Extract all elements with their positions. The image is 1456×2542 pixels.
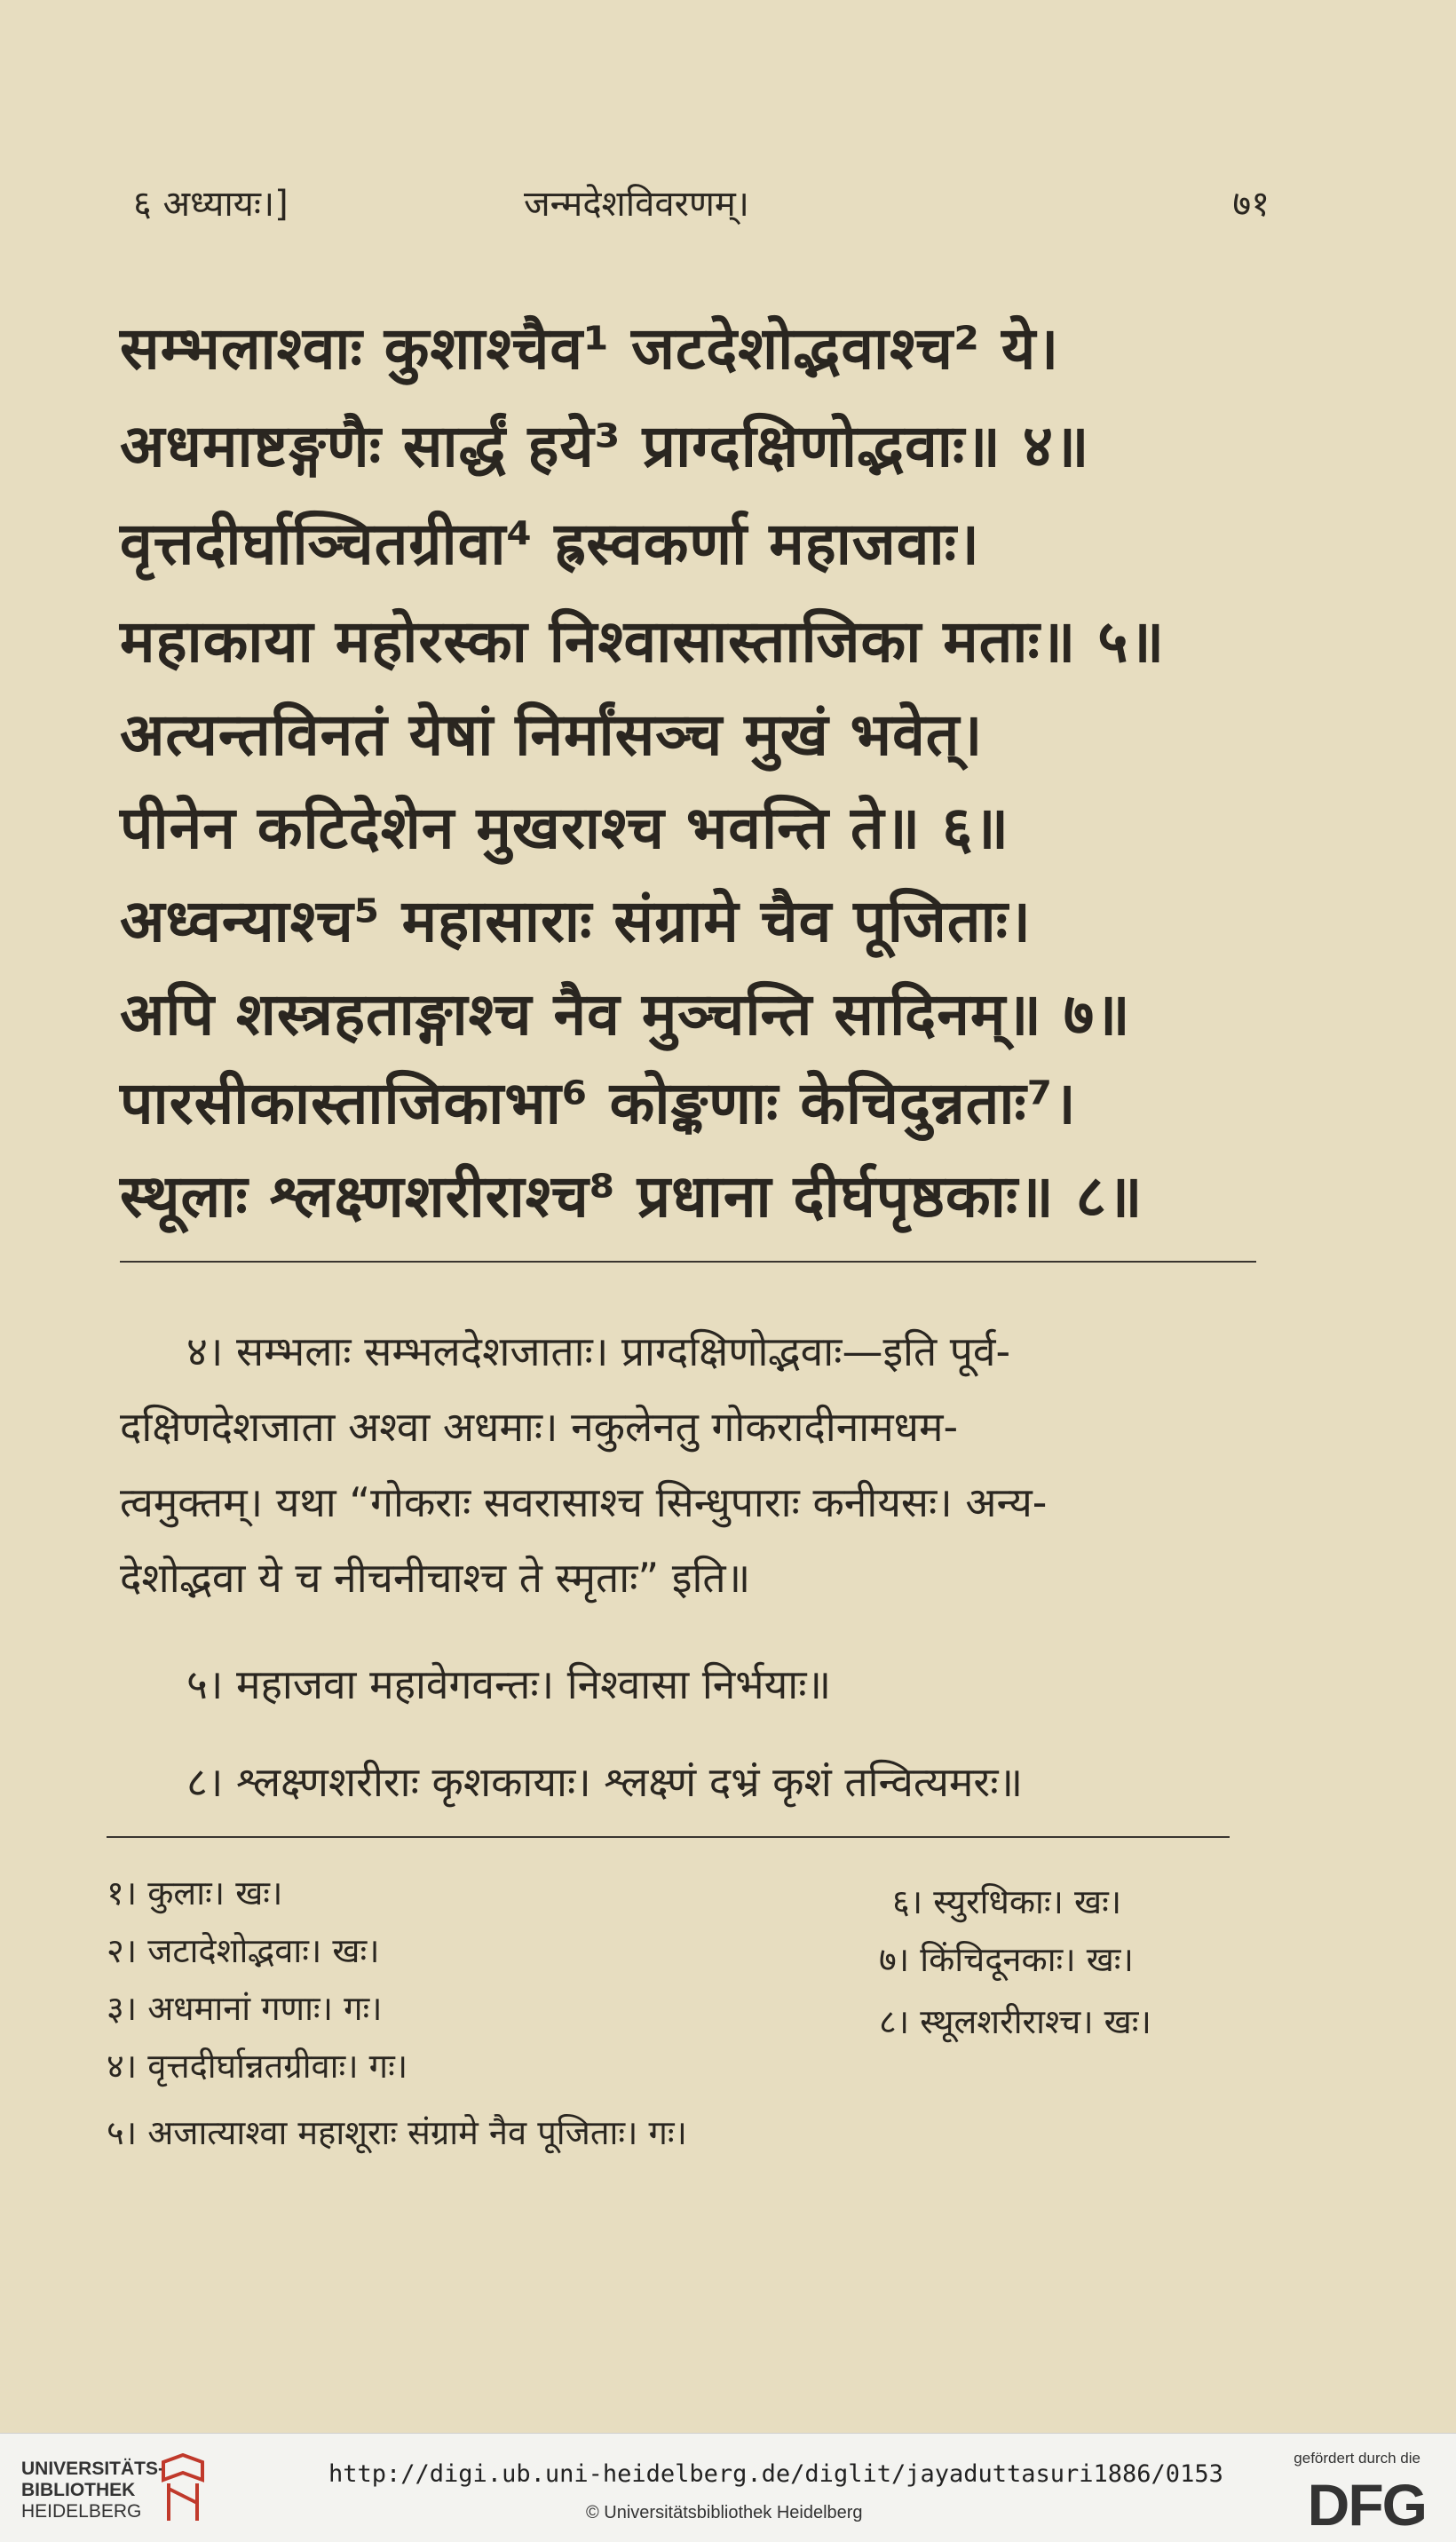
verse-line: पारसीकास्ताजिकाभा⁶ कोङ्कणाः केचिदुन्नताः⁷। — [120, 1069, 1077, 1137]
footnote: २। जटादेशोद्भवाः। खः। — [107, 1931, 380, 1970]
verse-line: महाकाया महोरस्का निश्वासास्ताजिका मताः॥ ५॥ — [120, 607, 1166, 676]
commentary-line: ८। श्लक्ष्णशरीराः कृशकायाः। श्लक्ष्णं दभ्रं कृशं तन्वित्यमरः॥ — [186, 1758, 1024, 1806]
verse-line: अधमाष्टङ्गणैः सार्द्धं हये³ प्राग्दक्षिणोद्भवाः॥ ४॥ — [120, 412, 1090, 480]
library-emblem-icon — [156, 2453, 210, 2524]
library-logo[interactable] — [21, 2459, 164, 2522]
dfg-logo[interactable]: DFG — [1307, 2472, 1426, 2538]
library-name-line: HEIDELBERG — [21, 2501, 142, 2522]
divider — [107, 1836, 1230, 1838]
footnote: १। कुलाः। खः। — [107, 1873, 283, 1912]
funding-label: gefördert durch die — [1294, 2450, 1420, 2467]
verse-line: पीनेन कटिदेशेन मुखराश्च भवन्ति ते॥ ६॥ — [120, 794, 1009, 862]
verse-line: स्थूलाः श्लक्ष्णशरीराश्च⁸ प्रधाना दीर्घपृष्ठकाः॥ ८॥ — [120, 1162, 1143, 1231]
permalink-url[interactable]: http://digi.ub.uni-heidelberg.de/diglit/jayaduttasuri1886/0153 — [328, 2460, 1223, 2488]
divider — [120, 1261, 1256, 1263]
library-name-line: BIBLIOTHEK — [21, 2480, 136, 2500]
commentary-line: त्वमुक्तम्। यथा “गोकराः सवरासाश्च सिन्धुपाराः कनीयसः। अन्य- — [120, 1478, 1048, 1526]
chapter-label: ६ अध्यायः।] — [133, 184, 289, 225]
commentary-line: देशोद्भवा ये च नीचनीचाश्च ते स्मृताः” इति॥ — [120, 1554, 751, 1602]
footnote: ६। स्युरधिकाः। खः। — [892, 1882, 1122, 1921]
section-title: जन्मदेशविवरणम्। — [524, 184, 749, 225]
footnote: ३। अधमानां गणाः। गः। — [107, 1989, 383, 2028]
library-name-line: UNIVERSITÄTS- — [21, 2459, 165, 2479]
commentary-line: ५। महाजवा महावेगवन्तः। निश्वासा निर्भयाः॥ — [186, 1660, 832, 1708]
verse-line: सम्भलाश्वाः कुशाश्चैव¹ जटदेशोद्भवाश्च² ये। — [120, 314, 1060, 383]
commentary-line: दक्षिणदेशजाता अश्वा अधमाः। नकुलेनतु गोकरादीनामधम- — [120, 1403, 959, 1451]
verse-line: वृत्तदीर्घाञ्चितग्रीवा⁴ ह्रस्वकर्णा महाजवाः। — [120, 510, 980, 578]
verse-line: अत्यन्तविनतं येषां निर्मांसञ्च मुखं भवेत्। — [120, 701, 984, 769]
footnote: ७। किंचिदूनकाः। खः। — [879, 1940, 1134, 1979]
verse-line: अपि शस्त्रहताङ्गाश्च नैव मुञ्चन्ति सादिनम्॥ ७॥ — [120, 980, 1131, 1049]
footnote: ८। स्थूलशरीराश्च। खः। — [879, 2002, 1151, 2041]
page-number: ७१ — [1232, 184, 1270, 225]
footnote: ५। अजात्याश्वा महाशूराः संग्रामे नैव पूजिताः। गः। — [107, 2113, 687, 2152]
running-header — [133, 178, 1270, 240]
verse-line: अध्वन्याश्च⁵ महासाराः संग्रामे चैव पूजिताः। — [120, 887, 1032, 955]
viewer-footer — [0, 2433, 1456, 2542]
commentary-line: ४। सम्भलाः सम्भलदेशजाताः। प्राग्दक्षिणोद्भवाः—इति पूर्व- — [186, 1327, 1011, 1375]
footnote: ४। वृत्तदीर्घान्नतग्रीवाः। गः। — [107, 2047, 408, 2086]
copyright-notice: © Universitätsbibliothek Heidelberg — [586, 2503, 863, 2522]
